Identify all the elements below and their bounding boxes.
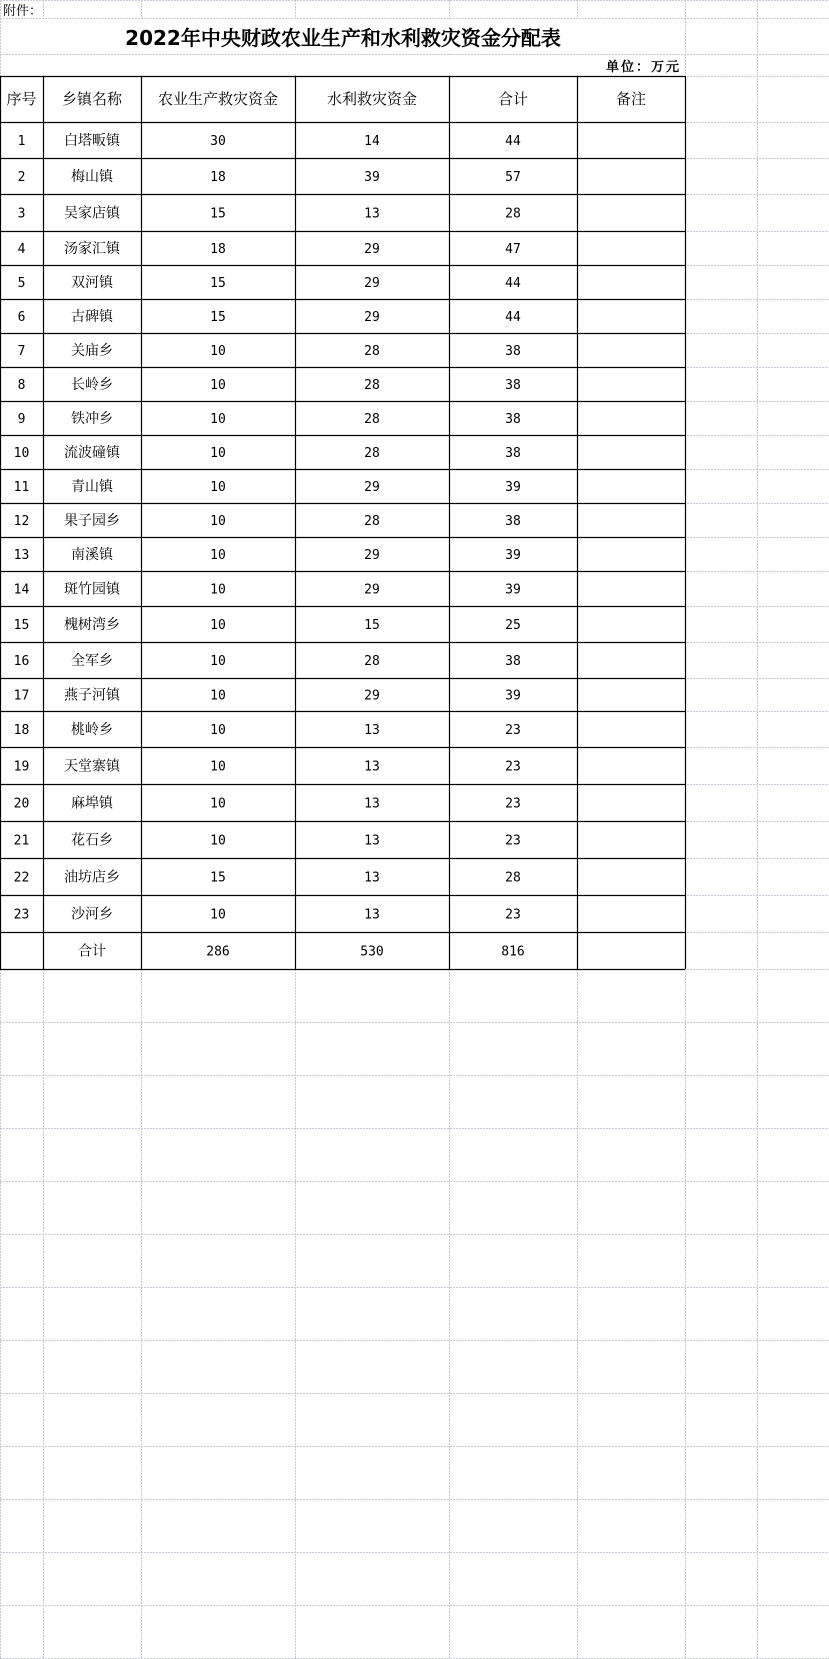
table-cell-no: 14 (13, 582, 30, 598)
table-cell-agri: 10 (210, 582, 226, 598)
table-row (18, 240, 521, 257)
table-cell-name: 长岭乡 (71, 377, 113, 393)
table-cell-no: 16 (13, 654, 30, 669)
table-row (14, 721, 521, 738)
table-row (14, 616, 521, 633)
table-cell-agri: 15 (210, 870, 226, 886)
table-cell-total: 39 (505, 480, 521, 495)
table-row (18, 308, 521, 325)
table-row (14, 653, 521, 669)
table-cell-no: 3 (17, 206, 26, 222)
table-cell-name: 花石乡 (71, 832, 113, 849)
table-cell-agri: 15 (210, 276, 226, 291)
table-cell-agri: 10 (210, 446, 226, 461)
column-header: 序号 (6, 90, 37, 108)
table-cell-no: 10 (13, 446, 30, 461)
table-cell-water: 28 (364, 344, 380, 359)
table-cell-no: 6 (17, 310, 26, 325)
table-row (18, 132, 521, 149)
table-row (14, 832, 521, 849)
table-cell-water: 28 (364, 412, 380, 427)
table-cell-name: 吴家店镇 (64, 205, 120, 222)
table-row (14, 546, 521, 563)
table-cell-water: 28 (364, 446, 380, 461)
table-cell-name: 槐树湾乡 (64, 617, 120, 633)
table-row (18, 343, 521, 359)
table-cell-total: 25 (505, 618, 521, 633)
table-row (14, 869, 521, 886)
table-cell-total: 38 (505, 446, 521, 461)
table-cell-water: 29 (364, 276, 380, 291)
table-cell-total: 38 (505, 654, 521, 669)
table-cell-no: 12 (13, 514, 30, 529)
table-cell-water: 15 (364, 618, 380, 633)
table-cell-total: 38 (505, 412, 521, 427)
table-cell-agri: 10 (210, 759, 226, 775)
table-cell-water: 28 (364, 654, 380, 669)
table-cell-water: 13 (364, 833, 380, 849)
table-cell-no: 23 (13, 907, 30, 923)
table-cell-name: 果子园乡 (64, 513, 120, 529)
table-cell-total: 23 (505, 796, 521, 812)
table-cell-agri: 10 (210, 723, 226, 738)
table-cell-name: 关庙乡 (71, 343, 113, 359)
table-cell-name: 斑竹园镇 (64, 581, 120, 598)
table-cell-agri: 10 (210, 548, 226, 563)
table-cell-water: 29 (364, 480, 380, 495)
table-cell-water: 28 (364, 378, 380, 393)
total-cell-agri: 286 (206, 944, 230, 960)
table-cell-total: 47 (505, 242, 521, 257)
total-cell-total: 816 (501, 944, 525, 960)
table-cell-water: 13 (364, 759, 380, 775)
table-cell-name: 双河镇 (71, 275, 113, 291)
column-header: 备注 (615, 90, 647, 108)
table-cell-agri: 10 (210, 378, 226, 393)
table-cell-total: 39 (505, 688, 521, 704)
table-cell-water: 13 (364, 723, 380, 738)
table-cell-name: 油坊店乡 (64, 869, 120, 886)
table-row (18, 377, 521, 393)
table-cell-agri: 10 (210, 344, 226, 359)
table-cell-name: 桃岭乡 (71, 722, 113, 738)
table-cell-no: 4 (17, 242, 26, 257)
table-cell-water: 28 (364, 514, 380, 529)
table-cell-water: 29 (364, 548, 380, 563)
table-cell-name: 燕子河镇 (64, 687, 120, 704)
total-cell-water: 530 (360, 944, 384, 960)
table-row (18, 168, 521, 185)
table-cell-total: 23 (505, 833, 521, 849)
table-cell-no: 1 (17, 134, 26, 149)
table-cell-total: 23 (505, 759, 521, 775)
table-row (18, 274, 521, 291)
table-cell-agri: 30 (210, 134, 226, 149)
table-cell-total: 28 (505, 206, 521, 222)
table-cell-name: 流波䃥镇 (64, 445, 120, 461)
column-header: 水利救灾资金 (326, 90, 418, 108)
table-cell-total: 28 (505, 870, 521, 886)
table-cell-agri: 10 (210, 833, 226, 849)
table-cell-agri: 10 (210, 907, 226, 923)
table-cell-name: 沙河乡 (71, 906, 113, 923)
table-cell-name: 铁冲乡 (71, 411, 113, 427)
table-cell-agri: 10 (210, 618, 226, 633)
table-row (14, 795, 521, 812)
table-cell-agri: 15 (210, 206, 226, 222)
table-cell-total: 38 (505, 514, 521, 529)
table-cell-water: 29 (364, 582, 380, 598)
table-cell-name: 汤家汇镇 (64, 241, 120, 257)
table-row (14, 907, 521, 923)
table-cell-no: 7 (17, 344, 26, 359)
table-cell-name: 南溪镇 (71, 547, 113, 563)
table-cell-name: 白塔畈镇 (64, 133, 120, 149)
table-cell-total: 44 (505, 310, 521, 325)
table-cell-water: 13 (364, 907, 380, 923)
table-cell-agri: 10 (210, 796, 226, 812)
table-body (14, 132, 521, 923)
table-cell-total: 39 (505, 548, 521, 563)
table-row (18, 205, 521, 222)
table-row (14, 444, 521, 461)
attachment-label: 附件： (3, 4, 43, 19)
table-cell-name: 古碑镇 (71, 309, 113, 325)
table-cell-total: 38 (505, 378, 521, 393)
table-cell-water: 39 (364, 170, 380, 185)
table-cell-name: 梅山镇 (71, 169, 113, 185)
table-cell-no: 15 (13, 618, 30, 633)
table-cell-total: 44 (505, 276, 521, 291)
table-row (18, 410, 521, 427)
total-cell-name: 合计 (78, 943, 106, 960)
column-header: 合计 (497, 90, 529, 108)
table-cell-no: 2 (17, 170, 26, 185)
table-cell-no: 18 (13, 723, 30, 738)
table-cell-total: 23 (505, 723, 521, 738)
table-cell-name: 全军乡 (71, 653, 113, 669)
table-cell-no: 17 (13, 688, 30, 704)
table-cell-no: 5 (17, 276, 26, 291)
table-cell-agri: 18 (210, 242, 226, 257)
table-cell-no: 21 (13, 833, 30, 849)
table-header-row (6, 90, 646, 108)
table-cell-water: 13 (364, 870, 380, 886)
table-cell-agri: 10 (210, 480, 226, 495)
table-cell-water: 13 (364, 796, 380, 812)
table-cell-name: 天堂寨镇 (64, 758, 120, 775)
table-cell-agri: 10 (210, 412, 226, 427)
table-cell-no: 8 (17, 378, 26, 393)
table-cell-agri: 18 (210, 170, 226, 185)
table-cell-water: 29 (364, 688, 380, 704)
table-cell-total: 44 (505, 134, 521, 149)
table-row (14, 687, 521, 704)
page-title: 2022年中央财政农业生产和水利救灾资金分配表 (125, 26, 561, 50)
table-cell-no: 13 (13, 548, 30, 563)
table-row (14, 581, 521, 598)
column-header: 乡镇名称 (61, 90, 123, 108)
table-cell-total: 38 (505, 344, 521, 359)
table-cell-no: 22 (13, 870, 30, 886)
table-cell-water: 29 (364, 310, 380, 325)
table-cell-total: 23 (505, 907, 521, 923)
table-cell-no: 11 (13, 480, 30, 495)
table-cell-no: 9 (17, 412, 26, 427)
table-total-row (78, 943, 525, 960)
table-cell-agri: 10 (210, 654, 226, 669)
table-cell-agri: 10 (210, 514, 226, 529)
table-row (14, 478, 521, 495)
table-cell-water: 14 (364, 134, 380, 149)
table-cell-no: 20 (13, 796, 30, 812)
table-cell-agri: 10 (210, 688, 226, 704)
table-row (14, 758, 521, 775)
column-header: 农业生产救灾资金 (157, 90, 279, 108)
unit-label: 单位：万元 (605, 60, 681, 75)
table-row (14, 513, 521, 529)
table-cell-agri: 15 (210, 310, 226, 325)
table-cell-water: 29 (364, 242, 380, 257)
table-cell-total: 39 (505, 582, 521, 598)
table-cell-name: 麻埠镇 (71, 795, 113, 812)
table-cell-total: 57 (505, 170, 521, 185)
table-cell-water: 13 (364, 206, 380, 222)
table-cell-no: 19 (13, 759, 30, 775)
table-cell-name: 青山镇 (71, 479, 113, 495)
